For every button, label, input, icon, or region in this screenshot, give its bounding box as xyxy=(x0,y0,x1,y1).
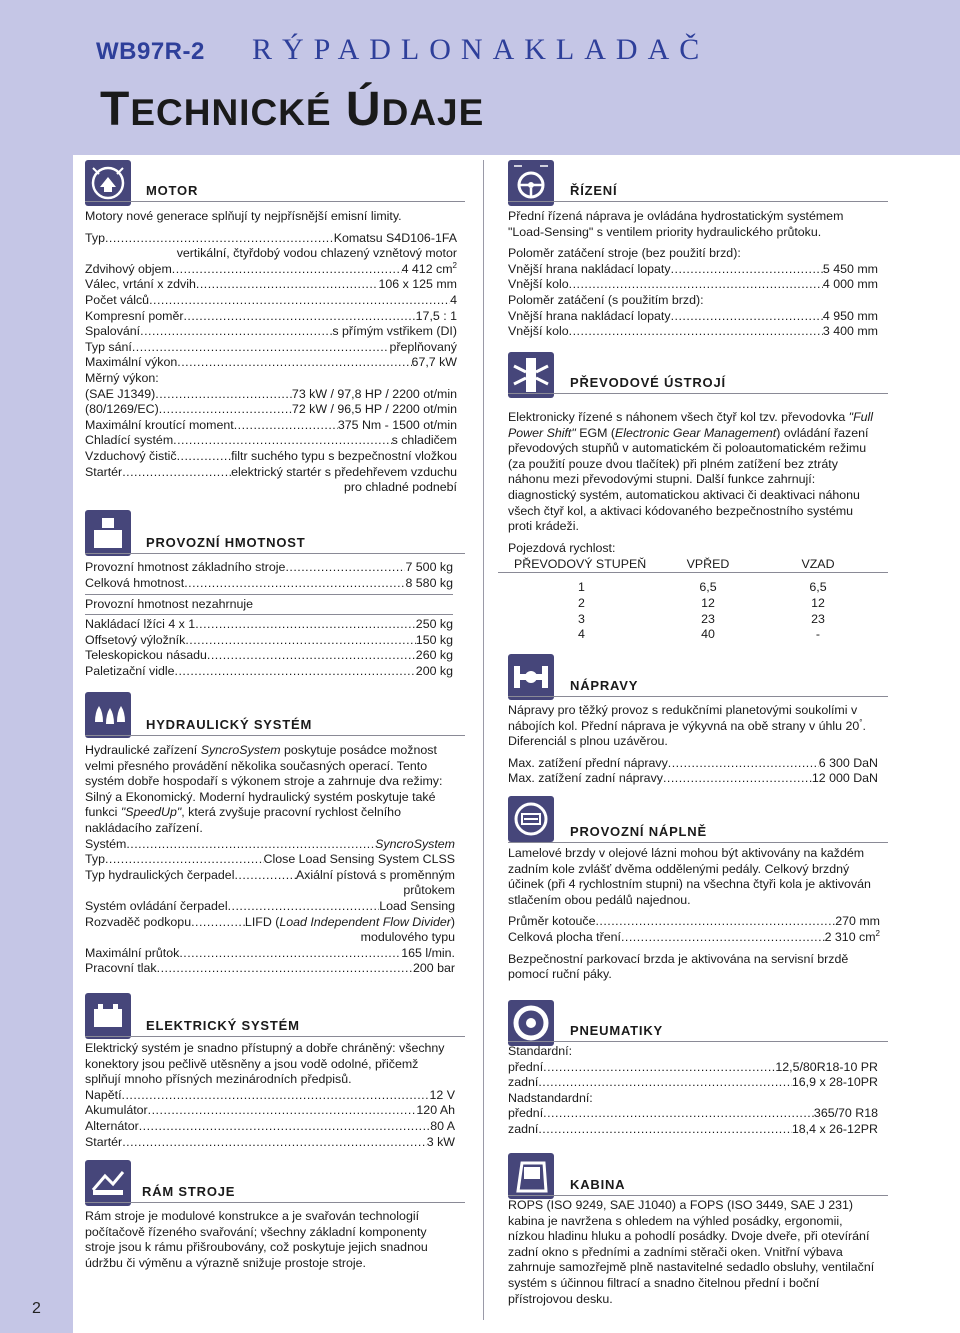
column-divider xyxy=(483,160,484,1320)
spec-row: Vnější kolo ..... 4 000 mm xyxy=(508,277,878,293)
spec-row: zadní ..... 16,9 x 28-10PR xyxy=(508,1075,878,1091)
spec-row: Systém ..... SyncroSystem xyxy=(85,837,455,853)
section-heading-steering: ŘÍZENÍ xyxy=(570,183,618,198)
axle-icon xyxy=(508,654,554,700)
hydraulic-section xyxy=(85,743,455,977)
spec-row: (80/1269/EC) ..... 72 kW / 96,5 HP / 2200 ot/min xyxy=(85,402,457,418)
spec-row: Typ ..... Close Load Sensing System CLSS xyxy=(85,852,455,868)
spec-row: Rozvaděč podkopu ..... LIFD (Load Independent Flow Divider) xyxy=(85,915,455,931)
gear-speeds-table xyxy=(508,556,878,642)
axles-description: Nápravy pro těžký provoz s redukčními planetovými soukolími v nábojích kol. Přední náprava je výkyvná na obě strany v úhlu 20°. Diferenciál s plnou uzávěrou. xyxy=(508,703,866,749)
spec-label: Měrný výkon: xyxy=(85,370,159,385)
spec-subheading: Nadstandardní: xyxy=(508,1090,593,1105)
table-row: 4 40 - xyxy=(578,627,821,642)
spec-row: Nakládací lžíci 4 x 1 ..... 250 kg xyxy=(85,617,453,633)
spec-row: Válec, vrtání x zdvih ..... 106 x 125 mm xyxy=(85,277,457,293)
spec-row: přední ..... 12,5/80R18-10 PR xyxy=(508,1060,878,1076)
spec-row: Provozní hmotnost základního stroje ..... 7 500 kg xyxy=(85,560,453,576)
spec-continuation: modulového typu xyxy=(360,930,455,945)
steering-icon xyxy=(508,160,554,206)
table-row: 3 23 23 xyxy=(578,611,825,626)
section-heading-axles: NÁPRAVY xyxy=(570,678,639,693)
spec-subheading: Provozní hmotnost nezahrnuje xyxy=(85,597,254,611)
spec-row: Spalování ..... s přímým vstřikem (DI) xyxy=(85,324,457,340)
section-heading-tyres: PNEUMATIKY xyxy=(570,1023,663,1038)
steering-description: Přední řízená náprava je ovládána hydrostatickým systémem "Load-Sensing" s ventilem priority hydraulického průtoku. xyxy=(508,209,844,239)
section-heading-motor: MOTOR xyxy=(146,183,199,198)
frame-section xyxy=(85,1209,445,1271)
parking-brake-description: Bezpečnostní parkovací brzda je aktivována na servisní brzdě pomocí ruční páky. xyxy=(508,951,849,982)
table-row: 1 6,5 6,5 xyxy=(578,580,827,595)
spec-row: Startér ..... elektrický startér s předehřevem vzduchu xyxy=(85,465,457,481)
cab-section xyxy=(508,1198,880,1307)
table-header: VZAD xyxy=(801,556,835,571)
spec-row: Průměr kotouče ..... 270 mm xyxy=(508,914,880,930)
section-rule xyxy=(508,1041,888,1042)
frame-icon xyxy=(85,1160,131,1206)
spec-continuation: průtokem xyxy=(403,883,455,898)
electric-description: Elektrický systém je snadno přístupný a dobře chráněný: všechny konektory jsou pečlivě utěsněny a jsou vodě odolné, přičemž splňují mnoho přísných mezinárodních předpisů. xyxy=(85,1041,445,1087)
electric-icon xyxy=(85,993,131,1039)
section-rule xyxy=(508,696,888,697)
table-header-row xyxy=(508,556,878,572)
spec-row: Typ hydraulických čerpadel ..... Axiální pístová s proměnným xyxy=(85,868,455,884)
spec-row: Max. zatížení zadní nápravy ..... 12 000 DaN xyxy=(508,771,878,787)
electric-section xyxy=(85,1041,455,1150)
table-header: VPŘED xyxy=(686,556,730,571)
spec-row: Chladící systém ..... s chladičem xyxy=(85,433,457,449)
spec-row: Zdvihový objem ..... 4 412 $cm^2$ xyxy=(85,262,457,278)
transmission-description: Elektronicky řízené s náhonem všech čtyř kol tzv. převodovka "Full Power Shift" EGM (Electronic Gear Management) ovládání řazení převodových stupňů v automatickém či poloautomatickém režimu (za použití pouze dvou tlačítek) při plném zatížení bez ztráty náhonu mezi převodovými stupni. Další funkce zahrnují: diagnostický systém, automatickou aktivaci či deaktivaci náhonu všech čtyř kol, a aktivaci kódovaného bezpečnostního systému proti krádeži. xyxy=(508,410,874,534)
spec-row: Počet válců ..... 4 xyxy=(85,293,457,309)
axles-section xyxy=(508,703,878,787)
spec-row: Startér ..... 3 kW xyxy=(85,1135,455,1151)
spec-row: Paletizační vidle ..... 200 kg xyxy=(85,664,453,680)
weight-section xyxy=(85,560,453,591)
speeds-label: Pojezdová rychlost: xyxy=(508,540,616,555)
weight-excluded xyxy=(85,597,453,613)
section-rule xyxy=(85,735,465,736)
engine-icon xyxy=(85,160,131,206)
spec-row: Napětí ..... 12 V xyxy=(85,1088,455,1104)
spec-row: Maximální průtok ..... 165 l/min. xyxy=(85,946,455,962)
section-rule xyxy=(85,614,453,615)
section-heading-fluids: PROVOZNÍ NÁPLNĚ xyxy=(570,824,707,839)
tyres-section xyxy=(508,1044,878,1138)
spec-row: Celková hmotnost ..... 8 580 kg xyxy=(85,576,453,592)
spec-row: Akumulátor ..... 120 Ah xyxy=(85,1103,455,1119)
section-heading-cab: KABINA xyxy=(570,1177,626,1192)
fluids-section xyxy=(508,846,880,983)
spec-row: zadní ..... 18,4 x 26-12PR xyxy=(508,1122,878,1138)
spec-subheading: Poloměr zatáčení (s použitím brzd): xyxy=(508,292,704,307)
weight-excluded-list xyxy=(85,617,453,679)
hydraulic-icon xyxy=(85,692,131,738)
spec-subheading: Standardní: xyxy=(508,1044,573,1058)
table-row: 2 12 12 xyxy=(578,595,825,610)
motor-section xyxy=(85,209,457,496)
weight-icon xyxy=(85,510,131,556)
section-rule xyxy=(508,1195,888,1196)
hydraulic-description: Hydraulické zařízení SyncroSystem poskytuje posádce možnost velmi přesného provádění několika současných operací. Tento systém dobře hospodaří s výkonem stroje a zahrnuje dva režimy: Silný a Ekonomický. Moderní hydraulický systém poskytuje také funkci "SpeedUp", která zvyšuje pracovní rychlost čelního nakládacího zařízení. xyxy=(85,743,443,835)
section-rule xyxy=(85,1202,465,1203)
spec-row: Kompresní poměr ..... 17,5 : 1 xyxy=(85,309,457,325)
spec-continuation: pro chladné podnebí xyxy=(344,480,457,495)
cab-icon xyxy=(508,1153,554,1199)
frame-description: Rám stroje je modulové konstrukce a je svařován technologií počítačově řízeného svařování; všechny základní komponenty stroje jsou k rámu přišroubovány, což poskytuje jejich snadnou údržbu či výměnu a výrazně snižuje prostoje stroje. xyxy=(85,1209,428,1270)
spec-row: Pracovní tlak ..... 200 bar xyxy=(85,961,455,977)
section-rule xyxy=(85,1036,465,1037)
section-heading-transmission: PŘEVODOVÉ ÚSTROJÍ xyxy=(570,375,726,390)
spec-row: Max. zatížení přední nápravy ..... 6 300 DaN xyxy=(508,756,878,772)
section-heading-frame: RÁM STROJE xyxy=(142,1184,236,1199)
machine-type: RÝPADLONAKLADAČ xyxy=(252,33,710,66)
spec-row: Maximální výkon ..... 67,7 kW xyxy=(85,355,457,371)
spec-row: Vzduchový čistič ..... filtr suchého typu s bezpečnostní vložkou xyxy=(85,449,457,465)
section-rule xyxy=(85,553,465,554)
page-title: TECHNICKÉ ÚDAJE xyxy=(100,83,485,136)
spec-row: Offsetový výložník ..... 150 kg xyxy=(85,633,453,649)
spec-row: (SAE J1349) ..... 73 kW / 97,8 HP / 2200 ot/min xyxy=(85,387,457,403)
spec-row: Typ sání ..... přeplňovaný xyxy=(85,340,457,356)
page-number: 2 xyxy=(32,1300,41,1317)
section-rule xyxy=(85,201,465,202)
brakes-icon xyxy=(508,796,554,842)
section-heading-hydraulic: HYDRAULICKÝ SYSTÉM xyxy=(146,717,313,732)
motor-intro: Motory nové generace splňují ty nejpřísnější emisní limity. xyxy=(85,209,402,223)
spec-row: Celková plocha tření ..... 2 310 $cm^2$ xyxy=(508,930,880,946)
spec-row: Vnější kolo ..... 3 400 mm xyxy=(508,324,878,340)
section-rule xyxy=(85,594,453,595)
spec-row: Typ ..... Komatsu S4D106-1FA xyxy=(85,231,457,247)
transmission-icon xyxy=(508,352,554,398)
spec-row: Vnější hrana nakládací lopaty ..... 5 450 mm xyxy=(508,262,878,278)
spec-row: Teleskopickou násadu ..... 260 kg xyxy=(85,648,453,664)
spec-row: přední ..... 365/70 R18 xyxy=(508,1106,878,1122)
section-rule xyxy=(508,393,888,394)
spec-continuation: vertikální, čtyřdobý vodou chlazený vznětový motor xyxy=(176,246,457,261)
spec-row: Maximální kroutící moment ..... 375 Nm - 1500 ot/min xyxy=(85,418,457,434)
spec-row: Vnější hrana nakládací lopaty ..... 4 950 mm xyxy=(508,309,878,325)
left-sidebar-band xyxy=(0,0,73,1333)
section-rule xyxy=(508,201,888,202)
table-header: PŘEVODOVÝ STUPEŇ xyxy=(514,556,647,571)
brakes-description: Lamelové brzdy v olejové lázni mohou být aktivovány na každém zadním kole zvlášť dvěma oddělenými pedály. Celkový brzdný účinek (při 4 rychlostním stupni) na všechna čtyři kola je aktivován stlačením obou pedálů najednou. xyxy=(508,846,871,907)
section-rule xyxy=(508,842,888,843)
section-heading-weight: PROVOZNÍ HMOTNOST xyxy=(146,535,306,550)
model-name: WB97R-2 xyxy=(96,38,205,65)
section-heading-electric: ELEKTRICKÝ SYSTÉM xyxy=(146,1018,300,1033)
transmission-section xyxy=(508,410,880,556)
spec-row: Alternátor ..... 80 A xyxy=(85,1119,455,1135)
tyre-icon xyxy=(508,1000,554,1046)
spec-subheading: Poloměr zatáčení stroje (bez použití brzd): xyxy=(508,246,741,261)
steering-section xyxy=(508,209,878,340)
cab-description: ROPS (ISO 9249, SAE J1040) a FOPS (ISO 3449, SAE J 231) kabina je navržena s ohledem na výhled posádky, ergonomii, nízkou hladinu hluku a pohodlí posádky. Dvoje dveře, při otevírání zadní okno s předními a zadními stěrači oken. Vnitřní výbava zahrnuje samozřejmě plně nastavitelné sedadlo obsluhy, ventilační systém s účinnou filtrací a snadno čitelnou přední i boční přístrojovou desku. xyxy=(508,1198,875,1306)
spec-row: Systém ovládání čerpadel ..... Load Sensing xyxy=(85,899,455,915)
